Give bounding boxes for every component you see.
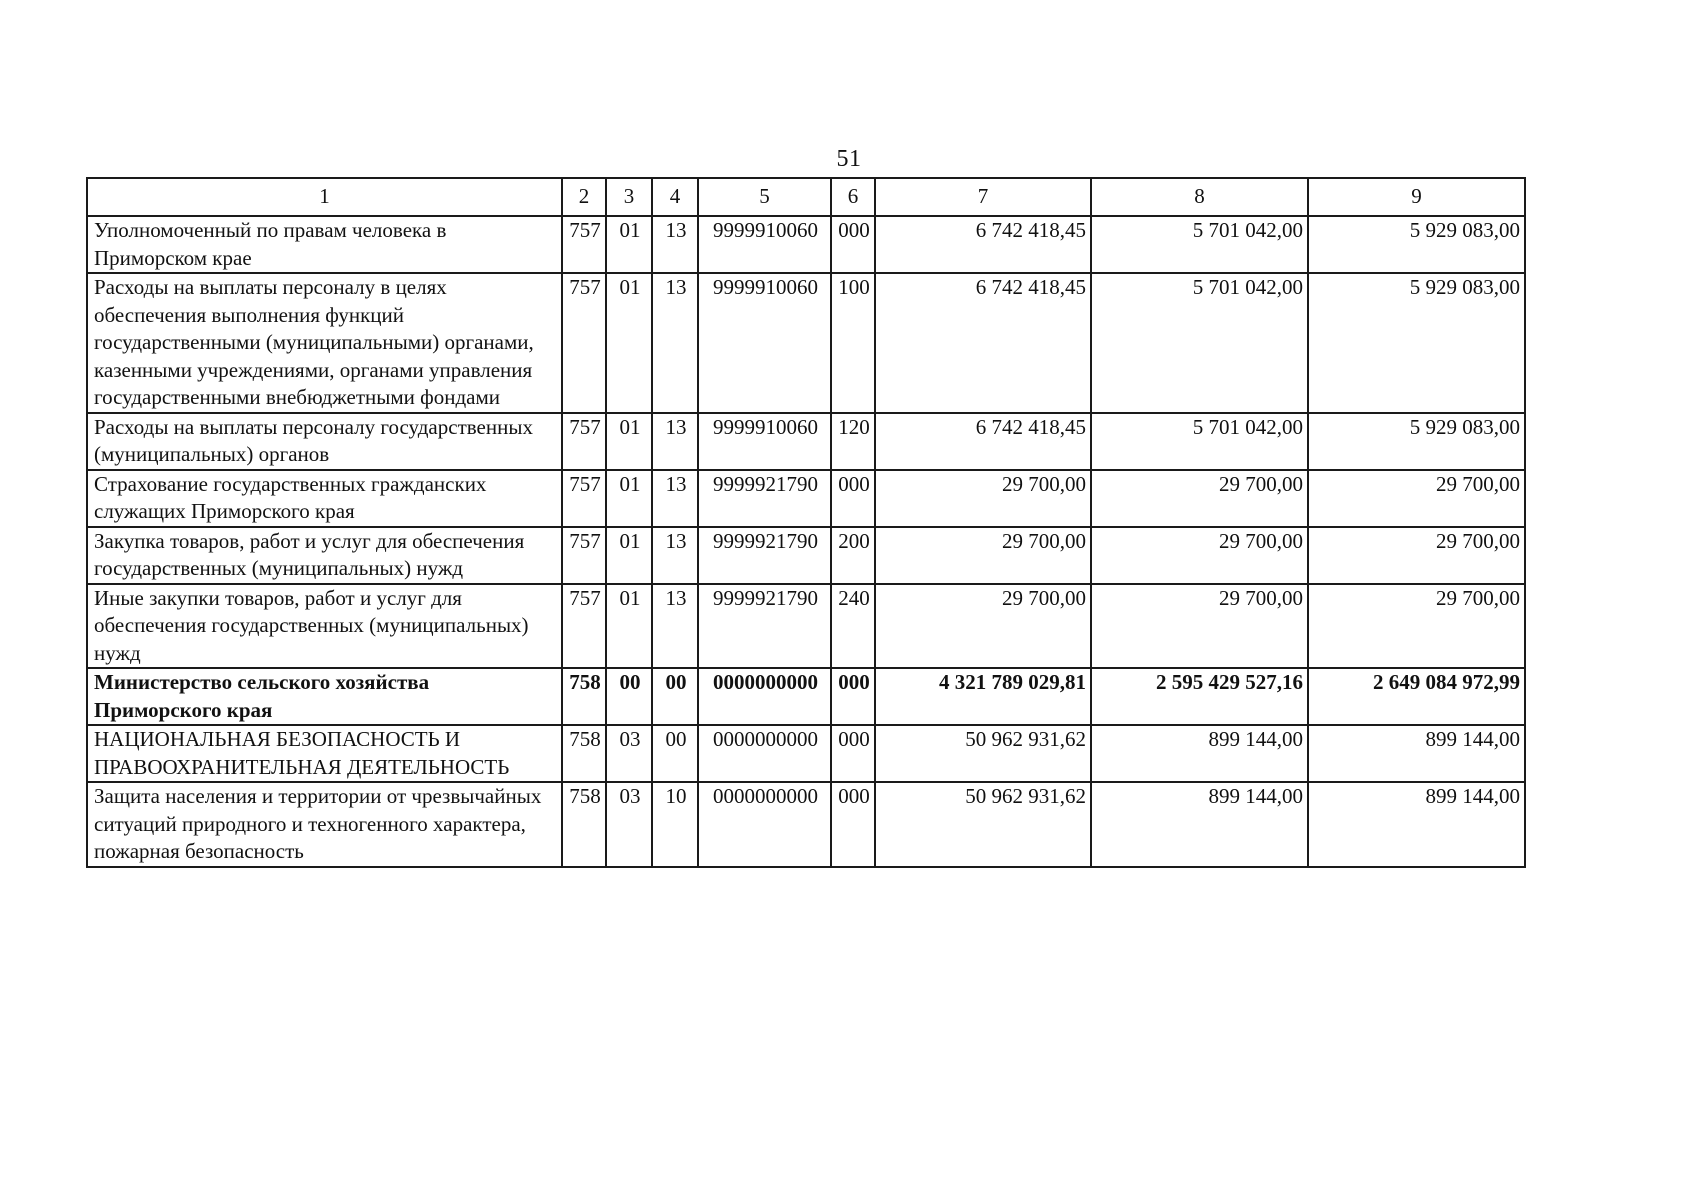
header-cell-col3: 3 xyxy=(606,178,652,216)
row-code-col6: 100 xyxy=(831,273,875,413)
row-amount-col7: 29 700,00 xyxy=(875,584,1091,669)
row-code-col4: 13 xyxy=(652,273,698,413)
row-code-col3: 03 xyxy=(606,725,652,782)
table-row xyxy=(87,216,1525,273)
row-code-col6: 000 xyxy=(831,725,875,782)
table-row xyxy=(87,668,1525,725)
row-code-col3: 03 xyxy=(606,782,652,867)
row-amount-col8: 899 144,00 xyxy=(1091,782,1308,867)
row-code-col4: 00 xyxy=(652,668,698,725)
row-name: Защита населения и территории от чрезвычайных ситуаций природного и техногенного характера, пожарная безопасность xyxy=(87,782,562,867)
header-cell-col2: 2 xyxy=(562,178,606,216)
header-cell-col6: 6 xyxy=(831,178,875,216)
header-cell-col5: 5 xyxy=(698,178,831,216)
row-code-col5: 9999910060 xyxy=(698,413,831,470)
page-number: 51 xyxy=(836,146,862,172)
row-code-col4: 13 xyxy=(652,216,698,273)
row-code-col5: 9999921790 xyxy=(698,470,831,527)
row-code-col2: 757 xyxy=(562,216,606,273)
row-code-col4: 10 xyxy=(652,782,698,867)
row-code-col4: 13 xyxy=(652,527,698,584)
row-code-col3: 01 xyxy=(606,584,652,669)
row-code-col6: 000 xyxy=(831,782,875,867)
row-code-col5: 0000000000 xyxy=(698,725,831,782)
row-amount-col8: 29 700,00 xyxy=(1091,470,1308,527)
row-amount-col7: 29 700,00 xyxy=(875,470,1091,527)
row-code-col2: 758 xyxy=(562,782,606,867)
table-body xyxy=(87,216,1525,867)
row-amount-col7: 6 742 418,45 xyxy=(875,216,1091,273)
row-code-col2: 757 xyxy=(562,584,606,669)
header-cell-col4: 4 xyxy=(652,178,698,216)
table-row xyxy=(87,584,1525,669)
row-amount-col8: 29 700,00 xyxy=(1091,527,1308,584)
row-code-col5: 0000000000 xyxy=(698,668,831,725)
row-code-col5: 0000000000 xyxy=(698,782,831,867)
row-name: Уполномоченный по правам человека в Приморском крае xyxy=(87,216,562,273)
row-name: НАЦИОНАЛЬНАЯ БЕЗОПАСНОСТЬ И ПРАВООХРАНИТЕЛЬНАЯ ДЕЯТЕЛЬНОСТЬ xyxy=(87,725,562,782)
row-amount-col8: 899 144,00 xyxy=(1091,725,1308,782)
budget-table xyxy=(86,177,1526,868)
row-code-col3: 01 xyxy=(606,413,652,470)
row-code-col3: 01 xyxy=(606,470,652,527)
row-code-col6: 000 xyxy=(831,470,875,527)
row-code-col6: 000 xyxy=(831,668,875,725)
row-name: Расходы на выплаты персоналу государственных (муниципальных) органов xyxy=(87,413,562,470)
table-row xyxy=(87,527,1525,584)
row-code-col6: 120 xyxy=(831,413,875,470)
header-cell-col8: 8 xyxy=(1091,178,1308,216)
row-amount-col7: 4 321 789 029,81 xyxy=(875,668,1091,725)
row-code-col2: 758 xyxy=(562,668,606,725)
row-name: Министерство сельского хозяйства Приморского края xyxy=(87,668,562,725)
row-amount-col7: 6 742 418,45 xyxy=(875,413,1091,470)
header-cell-col9: 9 xyxy=(1308,178,1525,216)
header-row xyxy=(87,178,1525,216)
row-code-col2: 758 xyxy=(562,725,606,782)
row-amount-col9: 29 700,00 xyxy=(1308,470,1525,527)
row-amount-col7: 50 962 931,62 xyxy=(875,725,1091,782)
row-name: Иные закупки товаров, работ и услуг для обеспечения государственных (муниципальных) нужд xyxy=(87,584,562,669)
row-code-col5: 9999910060 xyxy=(698,216,831,273)
table-row xyxy=(87,782,1525,867)
row-code-col2: 757 xyxy=(562,413,606,470)
row-code-col3: 01 xyxy=(606,273,652,413)
row-code-col4: 13 xyxy=(652,584,698,669)
row-amount-col8: 5 701 042,00 xyxy=(1091,413,1308,470)
row-amount-col8: 29 700,00 xyxy=(1091,584,1308,669)
row-name: Страхование государственных гражданских служащих Приморского края xyxy=(87,470,562,527)
row-code-col2: 757 xyxy=(562,273,606,413)
row-amount-col9: 5 929 083,00 xyxy=(1308,413,1525,470)
row-code-col5: 9999910060 xyxy=(698,273,831,413)
row-amount-col9: 2 649 084 972,99 xyxy=(1308,668,1525,725)
header-cell-col7: 7 xyxy=(875,178,1091,216)
row-code-col6: 200 xyxy=(831,527,875,584)
row-amount-col9: 5 929 083,00 xyxy=(1308,273,1525,413)
row-amount-col7: 6 742 418,45 xyxy=(875,273,1091,413)
row-code-col4: 13 xyxy=(652,470,698,527)
row-amount-col7: 50 962 931,62 xyxy=(875,782,1091,867)
row-amount-col9: 29 700,00 xyxy=(1308,527,1525,584)
row-code-col3: 00 xyxy=(606,668,652,725)
row-amount-col9: 29 700,00 xyxy=(1308,584,1525,669)
row-code-col3: 01 xyxy=(606,216,652,273)
row-name: Закупка товаров, работ и услуг для обеспечения государственных (муниципальных) нужд xyxy=(87,527,562,584)
row-code-col3: 01 xyxy=(606,527,652,584)
table-row xyxy=(87,725,1525,782)
row-code-col4: 00 xyxy=(652,725,698,782)
table-row xyxy=(87,413,1525,470)
row-code-col6: 240 xyxy=(831,584,875,669)
row-code-col4: 13 xyxy=(652,413,698,470)
row-amount-col9: 5 929 083,00 xyxy=(1308,216,1525,273)
row-amount-col9: 899 144,00 xyxy=(1308,725,1525,782)
row-amount-col7: 29 700,00 xyxy=(875,527,1091,584)
table-row xyxy=(87,273,1525,413)
row-code-col2: 757 xyxy=(562,470,606,527)
row-code-col2: 757 xyxy=(562,527,606,584)
row-code-col5: 9999921790 xyxy=(698,584,831,669)
row-amount-col8: 5 701 042,00 xyxy=(1091,273,1308,413)
row-code-col6: 000 xyxy=(831,216,875,273)
row-amount-col8: 5 701 042,00 xyxy=(1091,216,1308,273)
row-amount-col8: 2 595 429 527,16 xyxy=(1091,668,1308,725)
row-name: Расходы на выплаты персоналу в целях обеспечения выполнения функций государственными (муниципальными) органами, казенными учреждениями, органами управления государственными внебюджетными фондами xyxy=(87,273,562,413)
row-code-col5: 9999921790 xyxy=(698,527,831,584)
row-amount-col9: 899 144,00 xyxy=(1308,782,1525,867)
header-cell-col1: 1 xyxy=(87,178,562,216)
table-row xyxy=(87,470,1525,527)
